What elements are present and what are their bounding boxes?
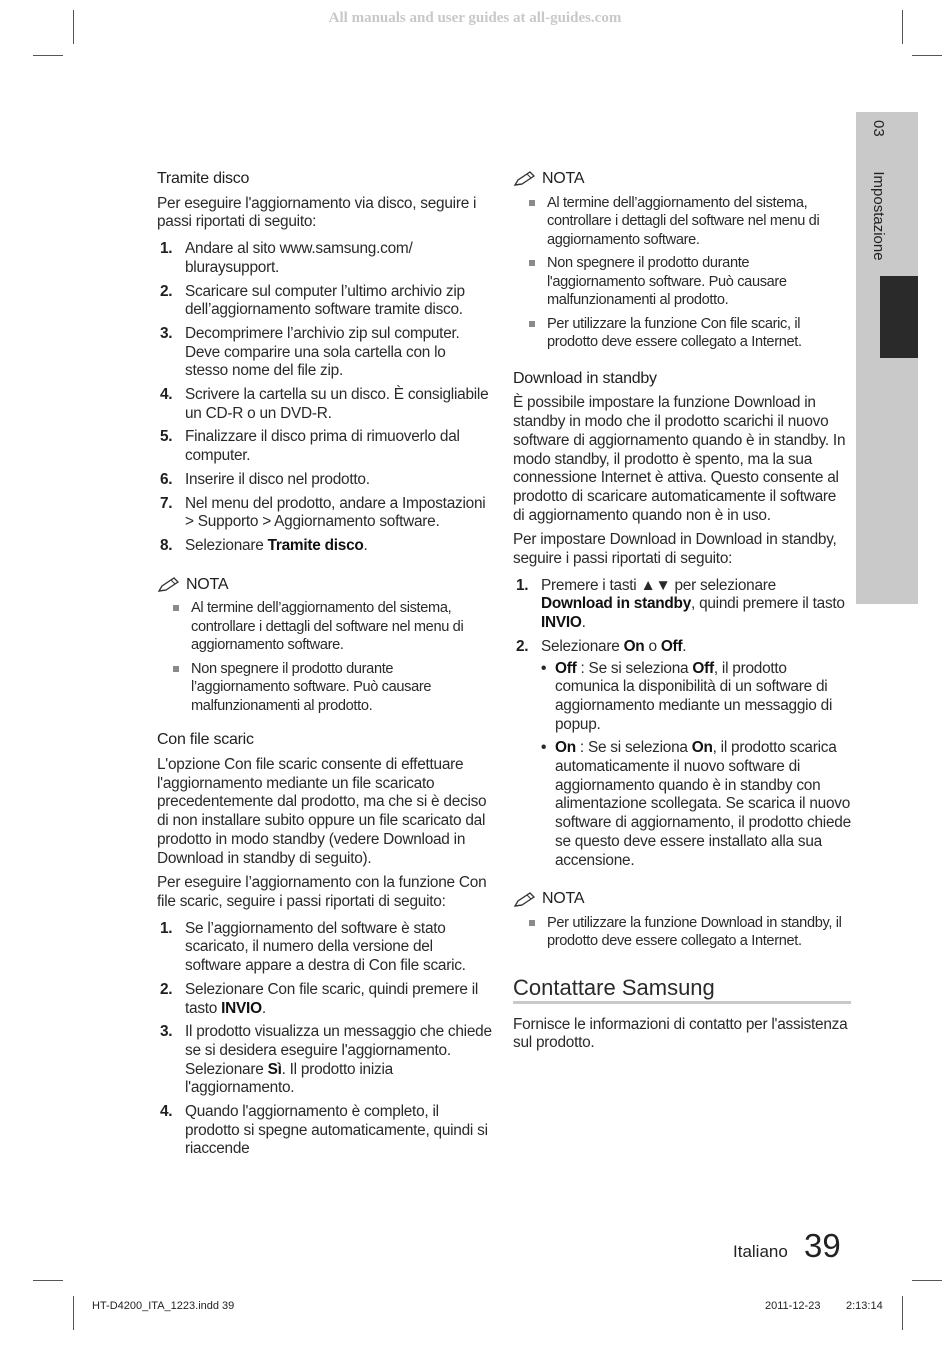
step-text: Scrivere la cartella su un disco. È consigliabile un CD-R o un DVD-R.	[185, 386, 489, 422]
step-text: Selezionare	[541, 637, 624, 655]
step-text: Inserire il disco nel prodotto.	[185, 470, 370, 488]
step-text: Scaricare sul computer l’ultimo archivio zip dell’aggiornamento software tramite disco.	[185, 282, 465, 319]
bullet-text: , il prodotto scarica automaticamente il nuovo software di aggiornamento quando è in standby con alimentazione scollegata. Se scarica il nuovo software di aggiornamento, il prodotto chiede se questo deve essere installato alla sua accensione.	[555, 739, 851, 869]
crop-mark	[912, 1280, 942, 1281]
note-item	[513, 254, 851, 310]
note-box	[157, 576, 492, 716]
note-item	[157, 660, 492, 716]
step-number: 1.	[160, 240, 173, 258]
list-item	[157, 428, 492, 465]
bullet-text: , il prodotto comunica la disponibilità di un software di aggiornamento mediante un messaggio di popup.	[555, 659, 833, 733]
chapter-tab	[856, 112, 918, 604]
step-number: 2.	[516, 637, 529, 655]
bullet-text: : Se si seleziona	[576, 659, 693, 677]
step-text: . Il prodotto inizia l'aggiornamento.	[185, 1060, 393, 1097]
steps-list	[157, 240, 492, 556]
step-text: .	[363, 536, 368, 554]
paragraph: Per impostare Download in Download in standby, seguire i passi riportati di seguito:	[513, 531, 837, 568]
list-item	[157, 920, 492, 976]
note-box	[513, 890, 851, 951]
paragraph: Per eseguire l'aggiornamento via disco, seguire i passi riportati di seguito:	[157, 194, 477, 231]
crop-mark	[33, 55, 63, 56]
step-number: 6.	[160, 470, 173, 488]
note-text: Non spegnere il prodotto durante l'aggiornamento software. Può causare malfunzionamenti al prodotto.	[547, 255, 787, 309]
note-heading	[513, 890, 851, 909]
paragraph: È possibile impostare la funzione Download in standby in modo che il prodotto scarichi il nuovo software di aggiornamento quando è in standby. In modo standby, il prodotto è spento, ma la sua connessione Internet è attiva. Questo consente al prodotto di scaricare automaticamente il software di aggiornamento quando non è in uso.	[513, 394, 846, 524]
left-column	[157, 170, 492, 1164]
bullet-list	[541, 660, 851, 871]
step-text: Se l’aggiornamento del software è stato scaricato, il numero della versione del software appare a destra di Con file scaric.	[185, 919, 466, 975]
step-number: 2.	[160, 980, 173, 998]
step-text: Decomprimere l’archivio zip sul computer. Deve comparire una sola cartella con lo stesso nome del file zip.	[185, 324, 460, 380]
watermark: All manuals and user guides at all-guides.com	[328, 10, 622, 26]
crop-mark	[902, 10, 903, 44]
imprint-file: HT-D4200_ITA_1223.indd 39	[92, 1300, 235, 1312]
step-bold: On	[623, 637, 645, 655]
note-heading	[513, 170, 851, 189]
note-text: Al termine dell’aggiornamento del sistema, controllare i dettagli del software nel menu di aggiornamento software.	[547, 194, 820, 248]
step-text: Selezionare Con file scaric, quindi premere il tasto	[185, 980, 479, 1017]
section-heading-con-file-scaric: Con file scaric	[157, 731, 254, 749]
square-bullet-icon	[529, 260, 535, 266]
list-item	[157, 537, 492, 556]
list-item	[157, 471, 492, 490]
page-number: 39	[804, 1227, 841, 1264]
list-item	[157, 495, 492, 532]
bullet-dot: •	[541, 659, 547, 677]
list-item	[157, 386, 492, 423]
pencil-icon	[157, 576, 183, 594]
step-text: Quando l'aggiornamento è completo, il prodotto si spegne automaticamente, quindi si riaccende	[185, 1103, 488, 1158]
bullet-item	[541, 660, 851, 735]
square-bullet-icon	[173, 605, 179, 611]
note-list	[513, 194, 851, 352]
section-heading-download-in-standby: Download in standby	[513, 369, 657, 387]
step-text: Nel menu del prodotto, andare a Impostazioni > Supporto > Aggiornamento software.	[185, 494, 486, 531]
note-label: NOTA	[186, 575, 229, 593]
note-label: NOTA	[542, 890, 585, 908]
bullet-bold: On	[691, 739, 713, 757]
note-text: Al termine dell’aggiornamento del sistema, controllare i dettagli del software nel menu di aggiornamento software.	[191, 600, 464, 654]
chapter-tab-label	[870, 120, 887, 261]
paragraph: Fornisce le informazioni di contatto per l'assistenza sul prodotto.	[513, 1015, 848, 1052]
crop-mark	[33, 1280, 63, 1281]
step-text: Selezionare	[185, 536, 268, 554]
note-box	[513, 170, 851, 352]
list-item	[157, 1023, 492, 1098]
list-item	[157, 981, 492, 1018]
step-text: Il prodotto visualizza un messaggio che chiede se si desidera eseguire l'aggiornamento. Selezionare	[185, 1023, 492, 1078]
chapter-number: 03	[870, 120, 887, 137]
paragraph: Per eseguire l’aggiornamento con la funzione Con file scaric, seguire i passi riportati di seguito:	[157, 874, 487, 910]
list-item	[157, 325, 492, 381]
square-bullet-icon	[173, 666, 179, 672]
step-bold: Off	[660, 637, 683, 655]
square-bullet-icon	[529, 200, 535, 206]
bullet-key: Off	[555, 659, 577, 677]
step-number: 1.	[516, 576, 529, 594]
step-bold: Sì	[267, 1060, 282, 1078]
square-bullet-icon	[529, 920, 535, 926]
step-number: 8.	[160, 536, 173, 554]
step-text: Finalizzare il disco prima di rimuoverlo dal computer.	[185, 428, 460, 465]
step-number: 3.	[160, 1023, 173, 1041]
list-item	[513, 577, 851, 633]
footer-language: Italiano	[733, 1242, 788, 1261]
paragraph: L'opzione Con file scaric consente di effettuare l'aggiornamento mediante un file scaricato precedentemente dal prodotto, ma che si è deciso di non installare subito oppure un file scaricato dal prodotto in modo standby (vedere Download in Download in standby di seguito).	[157, 756, 487, 867]
step-number: 1.	[160, 919, 173, 937]
step-number: 5.	[160, 428, 173, 446]
step-text: , quindi premere il tasto	[691, 595, 845, 613]
list-item	[157, 283, 492, 320]
note-item	[513, 315, 851, 352]
crop-mark	[73, 1296, 74, 1330]
note-text: Per utilizzare la funzione Download in standby, il prodotto deve essere collegato a Internet.	[547, 914, 842, 950]
steps-list	[513, 577, 851, 871]
note-item	[513, 194, 851, 250]
right-column	[513, 170, 851, 1059]
step-bold: INVIO	[541, 614, 582, 632]
note-heading	[157, 576, 492, 595]
crop-mark	[912, 55, 942, 56]
step-bold: Tramite disco	[267, 536, 364, 554]
pencil-icon	[513, 170, 539, 188]
crop-mark	[902, 1296, 903, 1330]
bullet-dot: •	[541, 739, 547, 757]
note-item	[157, 599, 492, 655]
chapter-title: Impostazione	[870, 171, 887, 261]
step-text: .	[581, 614, 586, 632]
step-text: .	[682, 637, 687, 655]
section-heading-tramite-disco: Tramite disco	[157, 170, 250, 187]
crop-mark	[73, 10, 74, 44]
pencil-icon	[513, 891, 539, 909]
note-label: NOTA	[542, 170, 585, 187]
note-list	[513, 914, 851, 951]
bullet-key: On	[555, 739, 576, 757]
steps-list	[157, 920, 492, 1159]
bullet-bold: Off	[692, 659, 714, 677]
list-item	[157, 240, 492, 277]
step-number: 4.	[160, 386, 173, 404]
imprint-date: 2011-12-23	[765, 1300, 821, 1312]
step-bold: INVIO	[221, 999, 262, 1017]
imprint-time: 2:13:14	[846, 1300, 883, 1312]
note-text: Non spegnere il prodotto durante l’aggiornamento software. Può causare malfunzionamenti al prodotto.	[191, 660, 432, 714]
step-bold: Download in standby	[541, 595, 692, 613]
list-item	[513, 638, 851, 870]
bullet-text: : Se si seleziona	[575, 739, 692, 757]
step-text: Premere i tasti ▲▼ per selezionare	[541, 576, 776, 594]
section-title-contattare-samsung: Contattare Samsung	[513, 979, 851, 1004]
note-list	[157, 599, 492, 715]
chapter-tab-marker	[880, 276, 918, 358]
list-item	[157, 1103, 492, 1159]
step-number: 3.	[160, 324, 173, 342]
step-text: .	[261, 999, 266, 1017]
note-item	[513, 914, 851, 951]
step-number: 2.	[160, 282, 173, 300]
step-number: 4.	[160, 1103, 173, 1121]
step-number: 7.	[160, 494, 173, 512]
step-text: Andare al sito www.samsung.com/ bluraysupport.	[185, 240, 413, 276]
step-text: o	[644, 637, 661, 655]
bullet-item	[541, 739, 851, 870]
note-text: Per utilizzare la funzione Con file scaric, il prodotto deve essere collegato a Internet.	[547, 315, 802, 351]
square-bullet-icon	[529, 321, 535, 327]
